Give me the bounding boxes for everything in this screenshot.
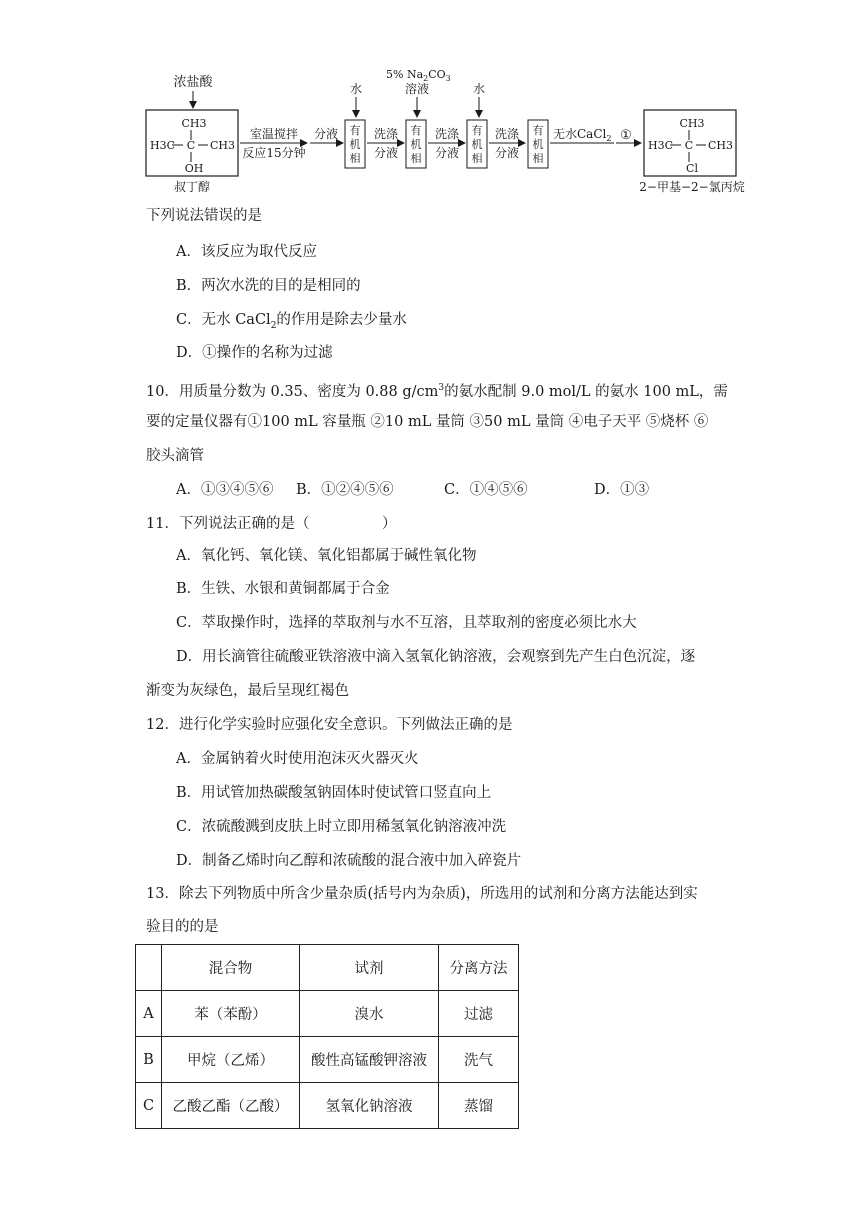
svg-text:机: 机: [471, 138, 483, 151]
table-cell: 氢氧化钠溶液: [300, 1083, 439, 1129]
q12-stem: 12．进行化学实验时应强化安全意识。下列做法正确的是: [146, 717, 513, 733]
drying-agent: 无水CaCl$_2$: [553, 127, 612, 143]
reagent-hcl: 浓盐酸: [173, 75, 213, 90]
q9-stem: 下列说法错误的是: [146, 208, 262, 224]
svg-text:C: C: [186, 139, 196, 152]
svg-text:有: 有: [410, 124, 422, 137]
table-header-row: [136, 945, 519, 991]
svg-text:OH: OH: [184, 162, 204, 175]
product-structure: [644, 110, 736, 176]
svg-text:有: 有: [532, 124, 544, 137]
svg-text:相: 相: [410, 152, 422, 165]
wash2-bottom: 分液: [434, 146, 460, 160]
svg-text:有: 有: [349, 124, 361, 137]
table-header-cell: 混合物: [162, 945, 300, 991]
q10-option-c: C．①④⑤⑥: [444, 482, 528, 498]
table-cell: 苯（苯酚）: [162, 991, 300, 1037]
svg-text:5% Na2CO3: 5% $Na_2CO_3$: [386, 68, 451, 83]
wash3-top: 洗涤: [494, 127, 520, 141]
table-header-cell: [136, 945, 162, 991]
wash3-bottom: 分液: [494, 146, 520, 160]
table-header-cell: 试剂: [300, 945, 439, 991]
organic-phase-box-3: [467, 120, 487, 168]
table-cell: C: [136, 1083, 162, 1129]
table-cell: B: [136, 1037, 162, 1083]
table-row: [136, 1037, 519, 1083]
q13-stem-line2: 验目的的是: [146, 919, 219, 935]
organic-phase-box-2: [406, 120, 426, 168]
organic-phase-box-1: [345, 120, 365, 168]
table-cell: 乙酸乙酯（乙酸）: [162, 1083, 300, 1129]
water-label-2: 水: [472, 82, 486, 96]
table-cell: 蒸馏: [439, 1083, 519, 1129]
svg-text:机: 机: [349, 138, 361, 151]
wash2-top: 洗涤: [434, 127, 460, 141]
organic-phase-box-4: [528, 120, 548, 168]
svg-text:相: 相: [532, 152, 544, 165]
svg-text:CH3: CH3: [181, 117, 207, 130]
q10-option-a: A．①③④⑤⑥: [176, 482, 274, 498]
q11-option-d-line2: 渐变为灰绿色，最后呈现红褐色: [146, 683, 349, 699]
q11-option-d-line1: D．用长滴管往硫酸亚铁溶液中滴入氢氧化钠溶液，会观察到先产生白色沉淀，逐: [176, 649, 696, 665]
table-row: [136, 1083, 519, 1129]
q11-option-c: C．萃取操作时，选择的萃取剂与水不互溶，且萃取剂的密度必须比水大: [176, 615, 637, 631]
table-cell: 过滤: [439, 991, 519, 1037]
q12-option-b: B．用试管加热碳酸氢钠固体时使试管口竖直向上: [176, 785, 492, 801]
q10-option-b: B．①②④⑤⑥: [296, 482, 394, 498]
q13-table: [135, 944, 519, 1129]
q9-option-c: C．无水 CaCl$_2$的作用是除去少量水: [176, 312, 407, 331]
svg-text:C: C: [684, 139, 694, 152]
q10-stem-line3: 胶头滴管: [146, 448, 204, 464]
svg-text:相: 相: [349, 152, 361, 165]
svg-text:CH3: CH3: [210, 139, 236, 152]
svg-text:机: 机: [532, 138, 544, 151]
product-label: 2−甲基−2−氯丙烷: [639, 180, 745, 194]
svg-text:有: 有: [471, 124, 483, 137]
wash1-top: 洗涤: [373, 127, 399, 141]
q12-option-a: A．金属钠着火时使用泡沫灭火器灭火: [176, 751, 419, 767]
q9-option-a: A．该反应为取代反应: [176, 244, 317, 260]
wash1-bottom: 分液: [373, 146, 399, 160]
svg-text:H3C: H3C: [150, 139, 176, 152]
step1-top: 室温搅拌: [249, 127, 299, 141]
table-header-cell: 分离方法: [439, 945, 519, 991]
svg-text:Cl: Cl: [686, 162, 698, 175]
synthesis-flow-diagram: [0, 0, 860, 200]
na2co3-label: [386, 68, 451, 96]
q12-option-c: C．浓硫酸溅到皮肤上时立即用稀氢氧化钠溶液冲洗: [176, 819, 507, 835]
table-row: [136, 991, 519, 1037]
table-cell: 洗气: [439, 1037, 519, 1083]
q10-stem-line1: 10．用质量分数为 0.35、密度为 0.88 $g/cm^3$的氨水配制 9.0 mol/L 的氨水 100 mL，需: [146, 383, 728, 400]
tert-butanol-label: 叔丁醇: [173, 180, 211, 194]
q11-option-b: B．生铁、水银和黄铜都属于合金: [176, 581, 390, 597]
table-cell: A: [136, 991, 162, 1037]
q10-option-d: D．①③: [594, 482, 650, 498]
svg-text:相: 相: [471, 152, 483, 165]
q12-option-d: D．制备乙烯时向乙醇和浓硫酸的混合液中加入碎瓷片: [176, 853, 522, 869]
water-label-1: 水: [349, 82, 363, 96]
q9-option-d: D．①操作的名称为过滤: [176, 345, 333, 361]
svg-text:H3C: H3C: [648, 139, 674, 152]
step1-bottom: 反应15分钟: [242, 146, 306, 160]
q11-option-a: A．氧化钙、氧化镁、氧化铝都属于碱性氧化物: [176, 548, 477, 564]
table-cell: 甲烷（乙烯）: [162, 1037, 300, 1083]
q10-stem-line2: 要的定量仪器有①100 mL 容量瓶 ②10 mL 量筒 ③50 mL 量筒 ④电子天平 ⑤烧杯 ⑥: [146, 414, 709, 430]
operation-1-label: ①: [620, 128, 632, 143]
svg-text:机: 机: [410, 138, 422, 151]
q9-option-b: B．两次水洗的目的是相同的: [176, 278, 361, 294]
table-cell: 溴水: [300, 991, 439, 1037]
q13-stem-line1: 13．除去下列物质中所含少量杂质(括号内为杂质)，所选用的试剂和分离方法能达到实: [146, 886, 698, 902]
table-cell: 酸性高锰酸钾溶液: [300, 1037, 439, 1083]
q11-stem: 11．下列说法正确的是（ ）: [146, 516, 397, 532]
svg-text:CH3: CH3: [679, 117, 705, 130]
svg-text:溶液: 溶液: [404, 82, 430, 96]
step2-separate: 分液: [313, 127, 339, 141]
tert-butanol-structure: [146, 110, 238, 176]
svg-text:CH3: CH3: [708, 139, 734, 152]
